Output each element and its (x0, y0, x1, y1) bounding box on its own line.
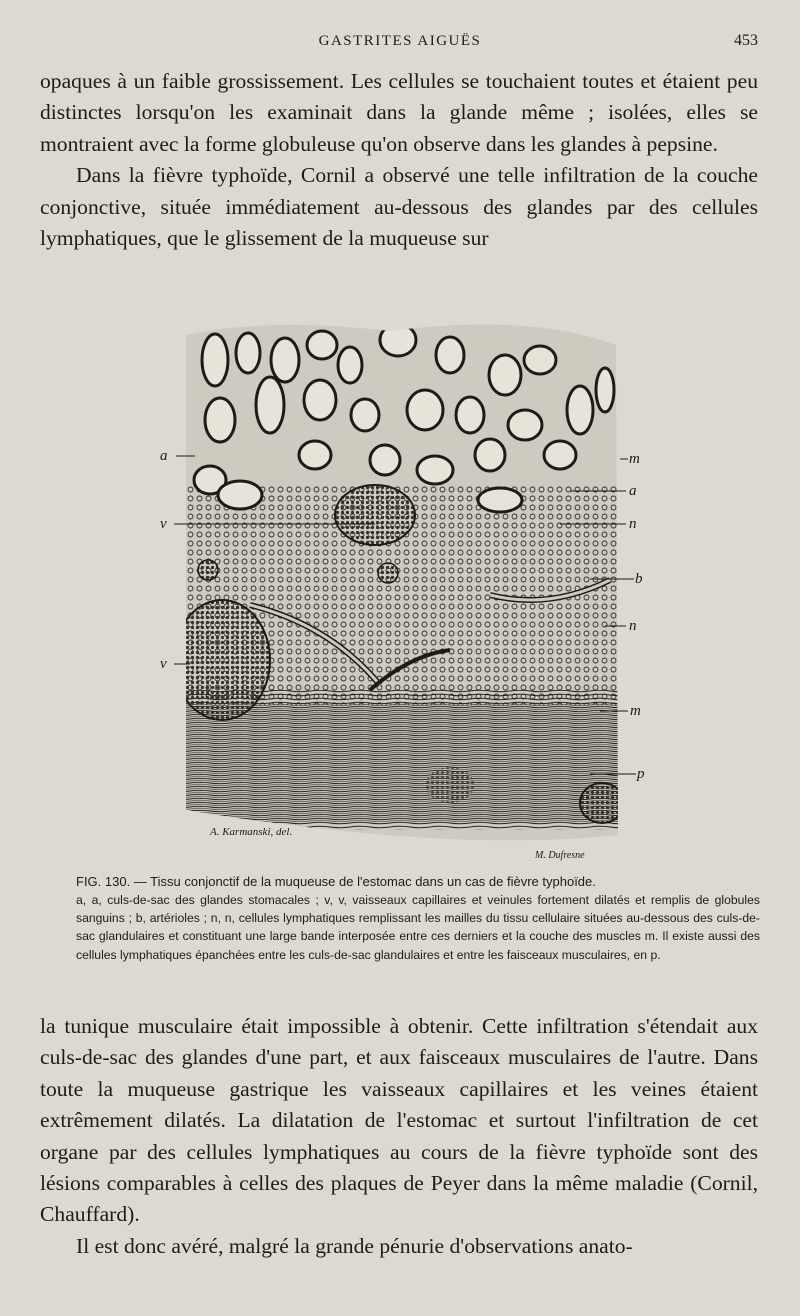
label-n-lower: n (629, 618, 637, 634)
label-a-right: a (629, 483, 637, 499)
label-m-lower: m (630, 703, 641, 719)
label-p: p (637, 766, 645, 782)
page-number: 453 (734, 32, 758, 49)
label-a-left: a (160, 448, 168, 464)
text-block-bottom (40, 1011, 758, 1262)
caption-title: FIG. 130. — Tissu conjonctif de la muqueuse de l'estomac dans un cas de fièvre typhoïde. (76, 874, 596, 889)
running-title: GASTRITES AIGUËS (318, 33, 482, 49)
label-v-lower: v (160, 656, 167, 672)
artist-signature: M. Dufresne (535, 850, 585, 861)
paragraph-infiltration: la tunique musculaire était impossible à obtenir. Cette infiltration s'étendait aux culs-de-sac des glandes d'une part, et aux faisceaux musculaires de l'autre. Dans toute la muqueuse gastrique les vaisseaux capillaires et les veines étaient extrêmement dilatés. La dilatation de l'estomac et surtout l'infiltration de cet organe par des cellules lymphatiques au cours de la fièvre typhoïde sont des lésions comparables à celles des plaques de Peyer dans la même maladie (Cornil, Chauffard). (40, 1014, 758, 1227)
histology-figure (150, 305, 650, 865)
page-header (0, 30, 800, 54)
label-v-upper: v (160, 516, 167, 532)
paragraph-continued: opaques à un faible grossissement. Les cellules se touchaient toutes et étaient peu distinctes lorsqu'on les examinait dans la glande même ; isolées, elles se montraient avec la forme globuleuse qu'on observe dans les glandes à pepsine. (40, 69, 758, 156)
label-n-upper: n (629, 516, 637, 532)
figure-caption (40, 874, 760, 964)
engraver-signature: A. Karmanski, del. (210, 826, 293, 838)
caption-legend (40, 891, 760, 964)
label-b: b (635, 571, 643, 587)
histology-engraving (150, 305, 650, 865)
paragraph-conclusion: Il est donc avéré, malgré la grande pénurie d'observations anato- (76, 1233, 633, 1258)
label-m-upper: m (629, 451, 640, 467)
caption-legend-text: a, a, culs-de-sac des glandes stomacales ; v, v, vaisseaux capillaires et veinules fortement dilatés et remplis de globules sanguins ; b, artérioles ; n, n, cellules lymphatiques remplissant les mailles du tissu cellulaire situées au-dessous des culs-de-sac glandulaires et constituant une large bande interposée entre ces derniers et la couche des muscles m. Il existe aussi des cellules lymphatiques épanchées entre les culs-de-sac glandulaires et entre les faisceaux musculaires, en p. (76, 893, 760, 962)
text-block-top (40, 66, 758, 254)
paragraph-typhoid: Dans la fièvre typhoïde, Cornil a observé une telle infiltration de la couche conjonctive, située immédiatement au-dessous des glandes par des cellules lymphatiques, que le glissement de la muqueuse sur (40, 163, 758, 251)
